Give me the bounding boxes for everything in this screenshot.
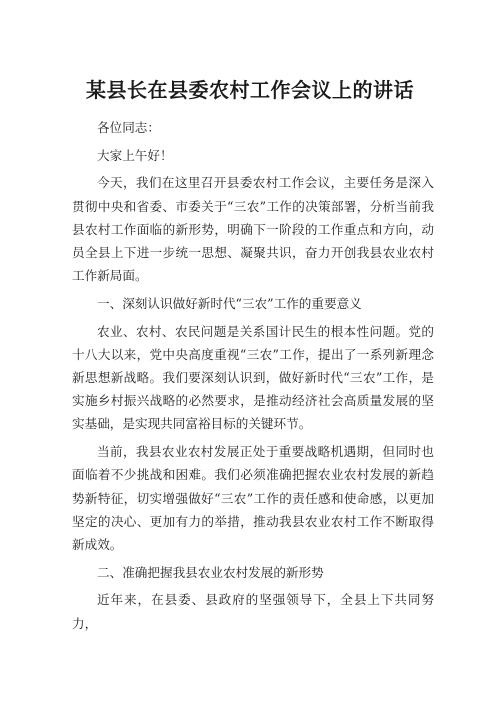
salutation: 各位同志： <box>97 120 160 135</box>
paragraph-intro: 今天，我们在这里召开县委农村工作会议，主要任务是深入贯彻中央和省委、市委关于“三农”工作的决策部署，分析当前我县农村工作面临的新形势，明确下一阶段的工作重点和方向，动员全县上下进一步统一思想、凝聚共识，奋力开创我县农业农村工作新局面。 <box>72 175 434 284</box>
document-title: 某县长在县委农村工作会议上的讲话 <box>86 78 414 102</box>
paragraph-1: 农业、农村、农民问题是关系国计民生的根本性问题。党的十八大以来，党中央高度重视“三农”工作，提出了一系列新理念新思想新战略。我们要深刻认识到，做好新时代“三农”工作，是实施乡村振兴战略的必然要求，是推动经济社会高质量发展的坚实基础，是实现共同富裕目标的关键环节。 <box>72 323 434 432</box>
section-heading-1: 一、深刻认识做好新时代“三农”工作的重要意义 <box>97 295 362 311</box>
paragraph-3: 近年来，在县委、县政府的坚强领导下，全县上下共同努力， <box>72 592 434 631</box>
document-body <box>72 116 434 639</box>
paragraph-2: 当前，我县农业农村发展正处于重要战略机遇期，但同时也面临着不少挑战和困难。我们必须准确把握农业农村发展的新趋势新特征，切实增强做好“三农”工作的责任感和使命感，以更加坚定的决心、更加有力的举措，推动我县农业农村工作不断取得新成效。 <box>72 444 434 552</box>
section-heading-2: 二、准确把握我县农业农村发展的新形势 <box>97 564 324 580</box>
greeting: 大家上午好！ <box>97 147 173 163</box>
